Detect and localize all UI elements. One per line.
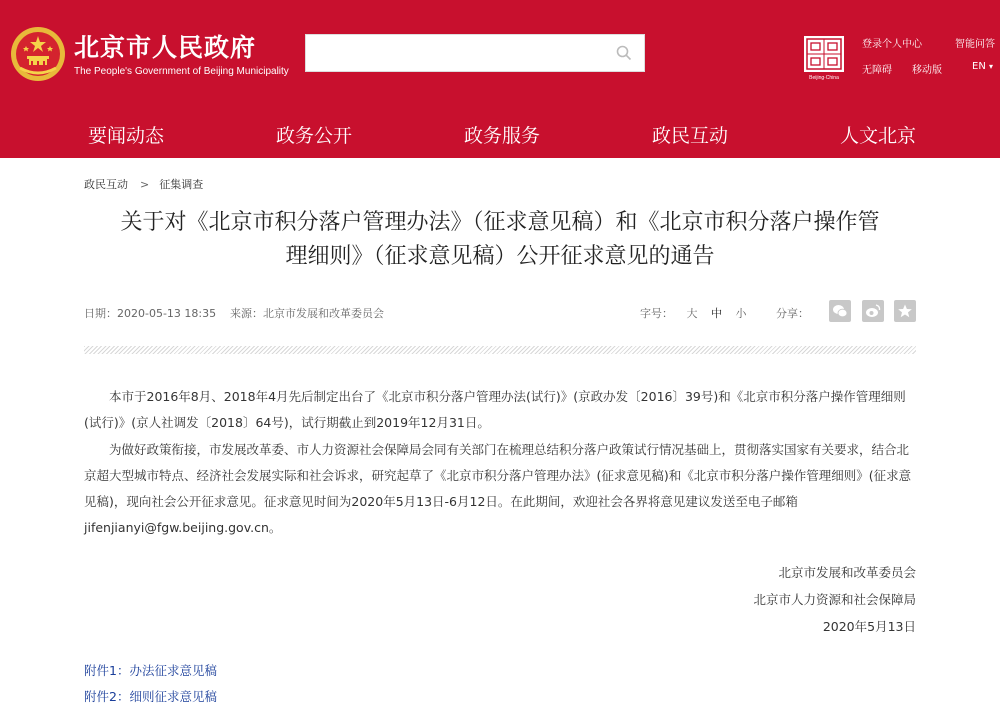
favorite-icon: [897, 303, 913, 319]
language-switch[interactable]: [972, 61, 993, 72]
font-size-large[interactable]: 大: [686, 307, 698, 320]
chevron-down-icon: ▾: [989, 62, 994, 71]
nav-item-news[interactable]: 要闻动态: [88, 125, 165, 147]
wechat-icon: [832, 303, 848, 319]
signature-date: 2020年5月13日: [822, 619, 916, 634]
article-paragraph: 为做好政策衔接，市发展改革委、市人力资源社会保障局会同有关部门在梳理总结积分落户政策试行情况基础上，贯彻落实国家有关要求，结合北京超大型城市特点、经济社会发展实际和社会诉求，研究起草了《北京市积分落户管理办法》(征求意见稿)和《北京市积分落户操作管理细则》(征求意见稿)，现向社会公开征求意见。征求意见时间为2020年5月13日-6月12日。在此期间，欢迎社会各界将意见建议发送至电子邮箱jifenjianyi@fgw.beijing.gov.cn。: [84, 442, 912, 535]
article-date: 日期：2020-05-13 18:35: [84, 307, 217, 320]
nav-item-interaction[interactable]: 政民互动: [652, 125, 729, 147]
font-size-label: 字号：: [640, 307, 673, 320]
breadcrumb-separator: >: [140, 178, 150, 191]
favorite-button[interactable]: [894, 300, 916, 322]
font-size-medium[interactable]: 中: [711, 307, 722, 320]
weibo-icon: [865, 303, 881, 319]
article-title: [84, 206, 916, 274]
main-nav: [0, 113, 1000, 158]
article-source: 来源：北京市发展和改革委员会: [230, 307, 384, 320]
attachment-link-1[interactable]: 附件1：办法征求意见稿: [84, 663, 217, 678]
section-divider: [84, 346, 916, 354]
smart-qa-link[interactable]: 智能问答: [955, 39, 995, 50]
search-icon[interactable]: [616, 45, 632, 61]
signature-org: 北京市人力资源和社会保障局: [753, 592, 916, 607]
nav-item-gov-services[interactable]: 政务服务: [464, 125, 541, 147]
breadcrumb: [84, 176, 209, 192]
search-box: [305, 34, 645, 72]
search-input[interactable]: [306, 35, 606, 71]
font-size-small[interactable]: 小: [735, 307, 747, 320]
share-label: 分享：: [776, 307, 809, 320]
accessibility-link[interactable]: 无障碍: [862, 65, 892, 76]
site-header: [0, 0, 1000, 158]
language-label: EN: [972, 61, 986, 72]
article-title-line: 理细则》（征求意见稿）公开征求意见的通告: [285, 244, 715, 269]
nav-item-culture[interactable]: 人文北京: [840, 125, 917, 147]
breadcrumb-item[interactable]: 征集调查: [159, 178, 204, 191]
mobile-version-link[interactable]: 移动版: [912, 65, 942, 76]
national-emblem-icon: [10, 26, 66, 82]
article-title-line: 关于对《北京市积分落户管理办法》（征求意见稿）和《北京市积分落户操作管: [120, 210, 880, 235]
nav-item-gov-affairs[interactable]: 政务公开: [276, 125, 353, 147]
beijing-china-logo[interactable]: [802, 34, 846, 82]
login-link[interactable]: 登录个人中心: [862, 39, 922, 50]
breadcrumb-item[interactable]: 政民互动: [84, 178, 128, 191]
share-weibo-button[interactable]: [862, 300, 884, 322]
site-title: 北京市人民政府: [74, 33, 257, 62]
site-subtitle: The People's Government of Beijing Municipality: [74, 66, 289, 77]
article-paragraph: 本市于2016年8月、2018年4月先后制定出台了《北京市积分落户管理办法(试行)》(京政办发〔2016〕39号)和《北京市积分落户操作管理细则(试行)》(京人社调发〔2018〕64号)，试行期截止到2019年12月31日。: [84, 389, 906, 430]
attachment-link-2[interactable]: 附件2：细则征求意见稿: [84, 689, 217, 704]
signature-org: 北京市发展和改革委员会: [778, 565, 916, 580]
share-wechat-button[interactable]: [829, 300, 851, 322]
font-size-control: [640, 305, 747, 321]
logo-caption: Beijing·China: [809, 75, 839, 81]
